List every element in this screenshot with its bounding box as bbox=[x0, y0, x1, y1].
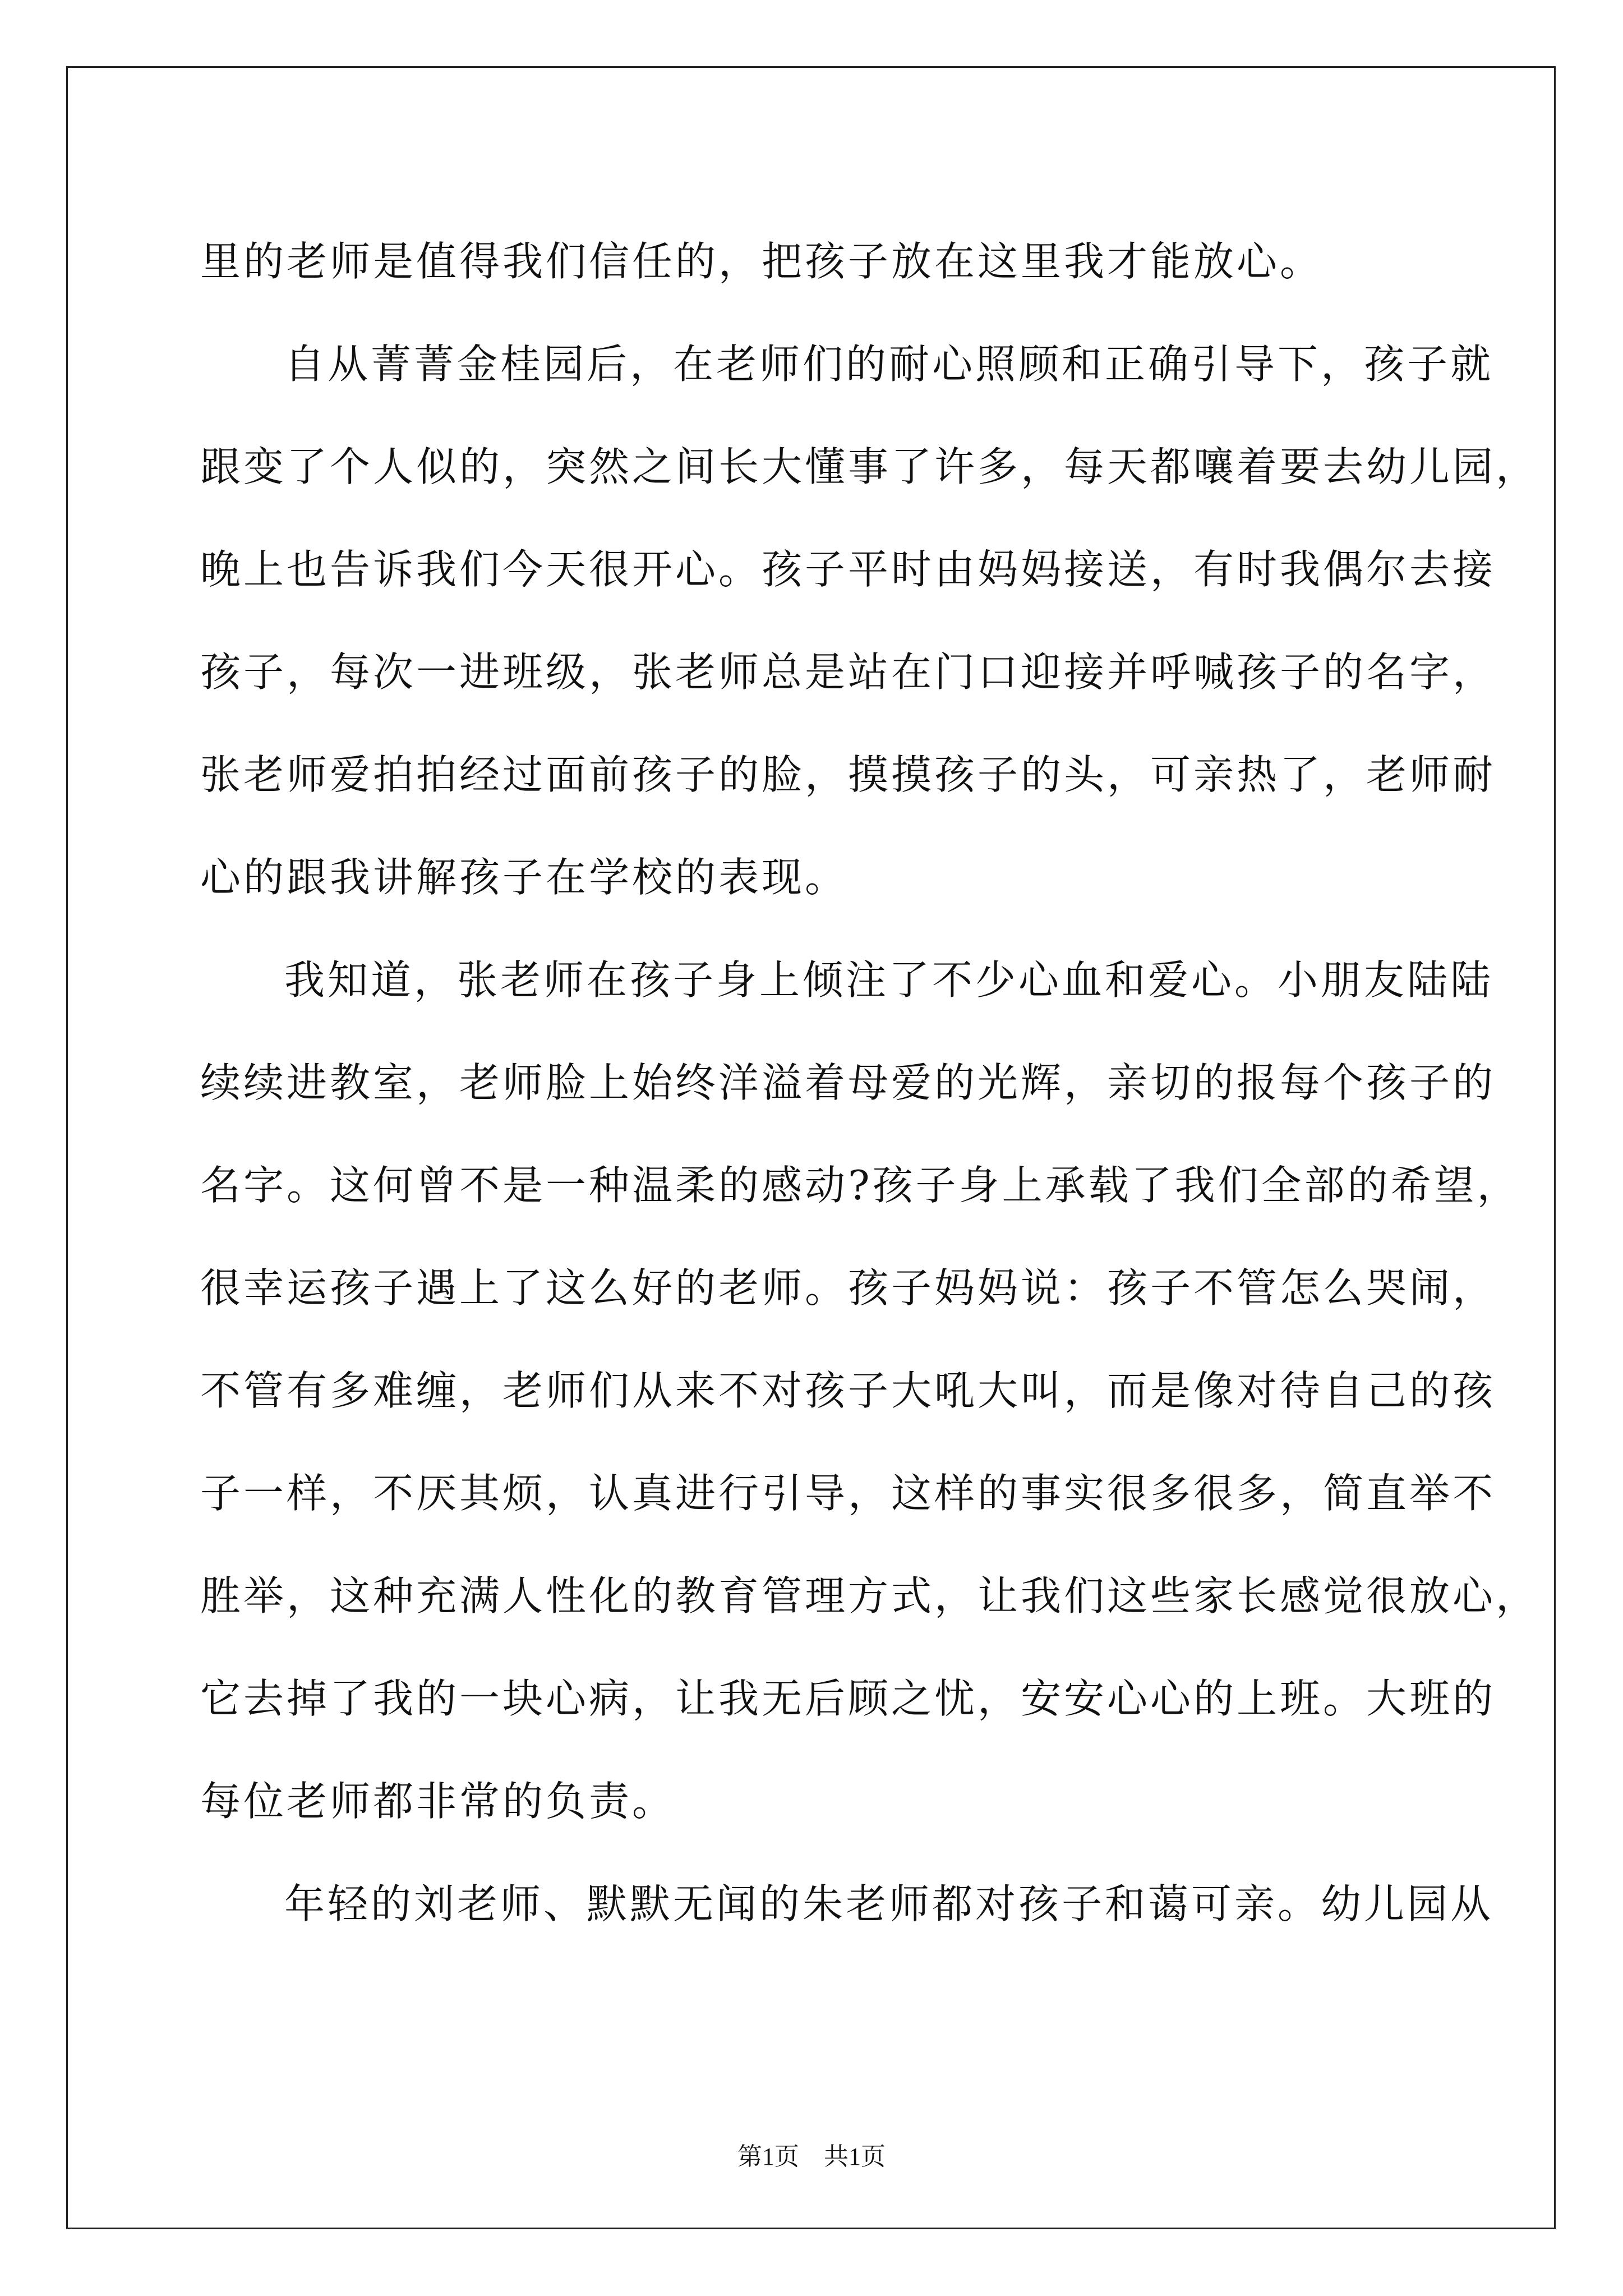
text-line: 里的老师是值得我们信任的，把孩子放在这里我才能放心。 bbox=[200, 237, 1324, 285]
text-line: 我知道，张老师在孩子身上倾注了不少心血和爱心。小朋友陆陆 bbox=[284, 956, 1494, 1004]
text-line: 续续进教室，老师脸上始终洋溢着母爱的光辉，亲切的报每个孩子的 bbox=[200, 1059, 1496, 1106]
text-line: 很幸运孩子遇上了这么好的老师。孩子妈妈说：孩子不管怎么哭闹， bbox=[200, 1264, 1496, 1312]
document-body bbox=[200, 206, 1539, 1952]
text-line: 名字。这何曾不是一种温柔的感动?孩子身上承载了我们全部的希望， bbox=[200, 1161, 1520, 1209]
text-line: 自从菁菁金桂园后，在老师们的耐心照顾和正确引导下，孩子就 bbox=[284, 340, 1494, 388]
text-line: 年轻的刘老师、默默无闻的朱老师都对孩子和蔼可亲。幼儿园从 bbox=[284, 1880, 1494, 1927]
text-line: 胜举，这种充满人性化的教育管理方式，让我们这些家长感觉很放心， bbox=[200, 1572, 1539, 1619]
text-line: 张老师爱拍拍经过面前孩子的脸，摸摸孩子的头，可亲热了，老师耐 bbox=[200, 751, 1496, 798]
text-line: 子一样，不厌其烦，认真进行引导，这样的事实很多很多，简直举不 bbox=[200, 1469, 1496, 1517]
text-line: 不管有多难缠，老师们从来不对孩子大吼大叫，而是像对待自己的孩 bbox=[200, 1366, 1496, 1414]
text-line: 跟变了个人似的，突然之间长大懂事了许多，每天都嚷着要去幼儿园， bbox=[200, 443, 1539, 490]
text-line: 每位老师都非常的负责。 bbox=[200, 1777, 676, 1825]
text-line: 它去掉了我的一块心病，让我无后顾之忧，安安心心的上班。大班的 bbox=[200, 1674, 1496, 1722]
text-line: 心的跟我讲解孩子在学校的表现。 bbox=[200, 853, 849, 901]
text-line: 晚上也告诉我们今天很开心。孩子平时由妈妈接送，有时我偶尔去接 bbox=[200, 545, 1496, 593]
page-footer: 第1页 共1页 bbox=[737, 2143, 886, 2170]
text-line: 孩子，每次一进班级，张老师总是站在门口迎接并呼喊孩子的名字， bbox=[200, 648, 1496, 696]
